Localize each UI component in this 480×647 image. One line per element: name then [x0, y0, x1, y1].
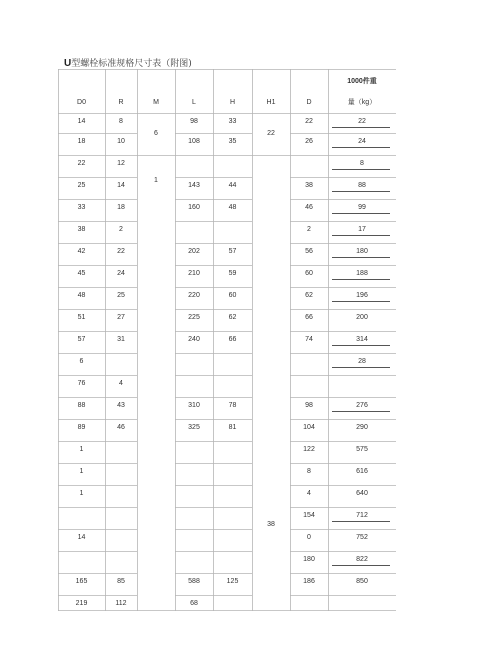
weight-underline [332, 279, 390, 280]
table-cell-w: 8 [360, 160, 364, 167]
table-cell-d: 38 [305, 182, 313, 189]
table-cell-d0: 1 [79, 468, 84, 475]
table-cell-w: 752 [356, 534, 368, 541]
table-cell-d0: 76 [77, 380, 86, 387]
table-cell-l: 225 [188, 314, 200, 321]
table-cell-l: 68 [190, 600, 198, 607]
table-cell-d0: 45 [77, 270, 86, 277]
table-title: U型螺栓标准规格尺寸表（附图) [64, 58, 192, 69]
table-cell-m-merged: 6 [154, 130, 158, 137]
table-cell-h: 62 [228, 314, 237, 321]
table-cell-w: 196 [356, 292, 368, 299]
table-cell-d: 56 [305, 248, 313, 255]
table-cell-d0: 18 [77, 138, 86, 145]
weight-underline [332, 367, 390, 368]
table-cell-l: 310 [188, 402, 200, 409]
table-cell-l: 240 [188, 336, 200, 343]
table-cell-r: 18 [117, 204, 125, 211]
weight-header-line2: 量（kg） [347, 99, 377, 106]
table-cell-d0: 6 [79, 358, 84, 365]
table-cell-w: 822 [356, 556, 368, 563]
header-d0: D0 [77, 99, 86, 106]
table-cell-l: 210 [188, 270, 200, 277]
table-cell-w: 616 [356, 468, 368, 475]
table-cell-d0: 48 [77, 292, 86, 299]
table-cell-r: 46 [117, 424, 125, 431]
table-cell-r: 43 [117, 402, 125, 409]
table-cell-l: 202 [188, 248, 200, 255]
table-cell-h: 57 [228, 248, 237, 255]
table-cell-h: 59 [228, 270, 237, 277]
table-cell-r: 85 [117, 578, 125, 585]
weight-underline [332, 147, 390, 148]
table-cell-l: 98 [190, 118, 198, 125]
table-cell-r: 24 [117, 270, 125, 277]
table-cell-l: 108 [188, 138, 200, 145]
table-cell-m-merged: 1 [154, 177, 158, 184]
weight-header-line1: 1000件重 [347, 78, 377, 85]
header-d: D [306, 99, 312, 106]
weight-underline [332, 235, 390, 236]
table-cell-h: 60 [228, 292, 237, 299]
table-cell-h: 81 [228, 424, 237, 431]
table-cell-w: 575 [356, 446, 368, 453]
table-cell-d: 4 [307, 490, 311, 497]
header-h: H [229, 99, 236, 106]
table-cell-d0: 165 [75, 578, 88, 585]
table-cell-h: 44 [228, 182, 237, 189]
table-cell-r: 25 [117, 292, 125, 299]
weight-underline [332, 257, 390, 258]
table-cell-h: 35 [228, 138, 237, 145]
table-cell-r: 22 [117, 248, 125, 255]
weight-underline [332, 301, 390, 302]
table-cell-w: 850 [356, 578, 368, 585]
table-cell-w: 22 [358, 118, 366, 125]
table-cell-d0: 25 [77, 182, 86, 189]
table-cell-h: 48 [228, 204, 237, 211]
table-cell-w: 88 [358, 182, 366, 189]
table-cell-d0: 89 [77, 424, 86, 431]
weight-underline [332, 345, 390, 346]
table-cell-h1-merged: 22 [267, 130, 275, 137]
table-cell-d: 66 [305, 314, 313, 321]
table-cell-d: 104 [303, 424, 315, 431]
table-cell-d: 122 [303, 446, 315, 453]
table-cell-d0: 51 [77, 314, 86, 321]
table-cell-d0: 1 [79, 490, 84, 497]
table-cell-r: 8 [119, 118, 123, 125]
table-cell-r: 14 [117, 182, 125, 189]
table-cell-w: 24 [358, 138, 366, 145]
table-cell-r: 12 [117, 160, 125, 167]
table-cell-h: 33 [228, 118, 237, 125]
table-cell-l: 220 [188, 292, 200, 299]
table-cell-w: 712 [356, 512, 368, 519]
weight-underline [332, 565, 390, 566]
table-cell-h: 66 [228, 336, 237, 343]
table-cell-d: 2 [307, 226, 311, 233]
spec-table [58, 69, 396, 611]
table-cell-r: 112 [115, 600, 127, 607]
table-cell-w: 276 [356, 402, 368, 409]
table-cell-d0: 57 [77, 336, 86, 343]
weight-underline [332, 213, 390, 214]
header-h1: H1 [266, 99, 276, 106]
table-cell-d: 22 [305, 118, 313, 125]
header-l: L [192, 99, 196, 106]
table-cell-r: 31 [117, 336, 125, 343]
header-r: R [118, 99, 124, 106]
table-cell-w: 180 [356, 248, 368, 255]
table-cell-h1-merged: 38 [267, 521, 275, 528]
table-cell-w: 28 [358, 358, 366, 365]
table-cell-h: 78 [228, 402, 237, 409]
table-cell-d: 26 [305, 138, 313, 145]
table-cell-d0: 33 [77, 204, 86, 211]
weight-underline [332, 411, 390, 412]
weight-underline [332, 169, 390, 170]
table-cell-w: 640 [356, 490, 368, 497]
table-cell-d0: 88 [77, 402, 86, 409]
table-cell-d0: 14 [77, 534, 86, 541]
table-cell-w: 17 [358, 226, 366, 233]
table-cell-d: 180 [303, 556, 315, 563]
table-cell-w: 200 [356, 314, 368, 321]
table-cell-d0: 219 [75, 600, 88, 607]
table-cell-l: 143 [188, 182, 200, 189]
table-cell-d: 46 [305, 204, 313, 211]
table-cell-l: 160 [188, 204, 200, 211]
header-m: M [153, 99, 159, 106]
table-cell-d0: 38 [77, 226, 86, 233]
table-cell-d: 74 [305, 336, 313, 343]
table-cell-r: 4 [119, 380, 123, 387]
table-cell-d0: 42 [77, 248, 86, 255]
table-cell-d0: 22 [77, 160, 86, 167]
weight-underline [332, 521, 390, 522]
weight-underline [332, 127, 390, 128]
table-cell-d0: 14 [77, 118, 86, 125]
weight-underline [332, 191, 390, 192]
table-cell-r: 27 [117, 314, 125, 321]
table-cell-w: 314 [356, 336, 368, 343]
table-cell-w: 290 [356, 424, 368, 431]
table-cell-d: 186 [303, 578, 315, 585]
table-cell-l: 325 [188, 424, 200, 431]
table-cell-r: 2 [119, 226, 123, 233]
table-cell-d0: 1 [79, 446, 84, 453]
table-cell-w: 99 [358, 204, 366, 211]
table-cell-r: 10 [117, 138, 125, 145]
table-cell-d: 62 [305, 292, 313, 299]
table-cell-h: 125 [226, 578, 239, 585]
table-cell-d: 154 [303, 512, 315, 519]
table-cell-d: 60 [305, 270, 313, 277]
table-cell-d: 0 [307, 534, 311, 541]
table-cell-w: 188 [356, 270, 368, 277]
table-cell-l: 588 [188, 578, 200, 585]
table-cell-d: 98 [305, 402, 313, 409]
table-cell-d: 8 [307, 468, 311, 475]
